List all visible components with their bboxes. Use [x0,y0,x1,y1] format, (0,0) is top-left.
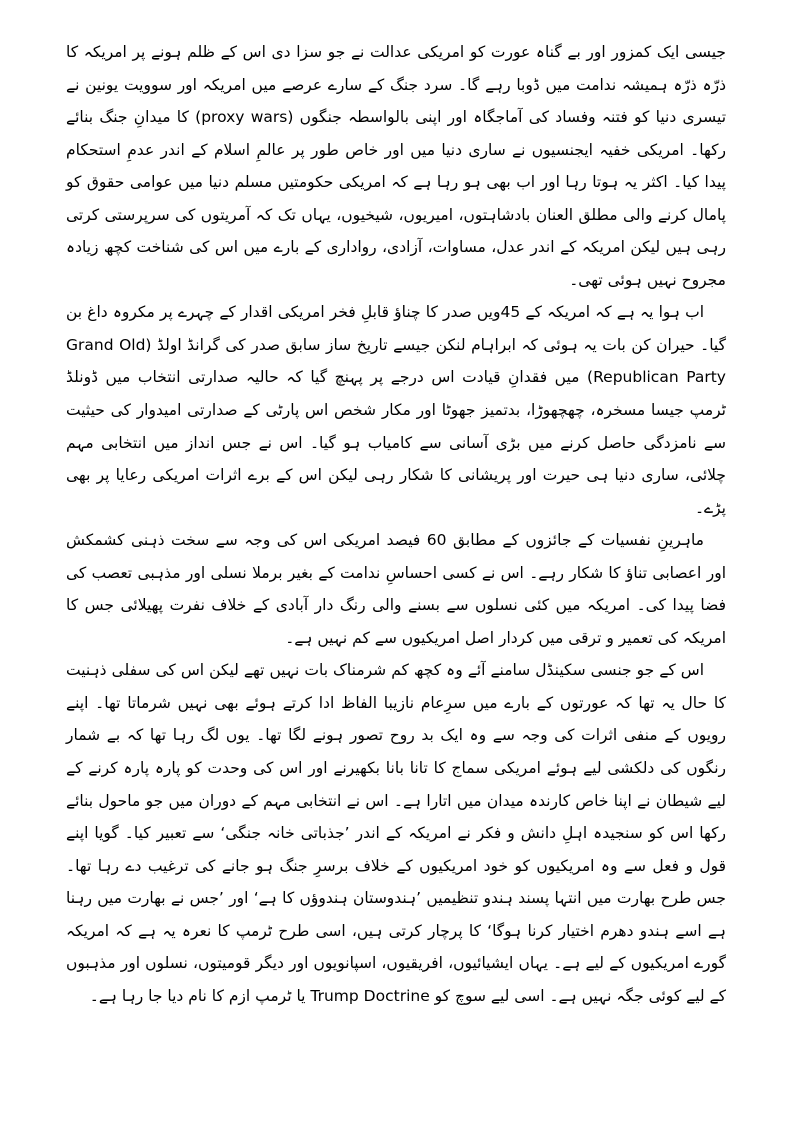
paragraph-4: اس کے جو جنسی سکینڈل سامنے آئے وہ کچھ کم شرمناک بات نہیں تھے لیکن اس کی سفلی ذہنیت کا حال یہ تھا کہ عورتوں کے بارے میں سرِعام نازیبا الفاظ ادا کرتے ہوئے بھی نہیں شرماتا تھا۔ اپنے رویوں کے منفی اثرات کی وجہ سے وہ ایک بد روح تصور ہونے لگا تھا۔ یوں لگ رہا تھا کہ بے شمار رنگوں کی دلکشی لیے ہوئے امریکی سماج کا تانا بانا بکھیرنے اور اس کی وحدت کو پارہ پارہ کرنے کے لیے شیطان نے اپنا خاص کارندہ میدان میں اتارا ہے۔ اس نے انتخابی مہم کے دوران میں جو ماحول بنائے رکھا اس کو سنجیدہ اہلِ دانش و فکر نے امریکہ کے اندر ’جذباتی خانہ جنگی‘ سے تعبیر کیا۔ گویا اپنے قول و فعل سے وہ امریکیوں کو خود امریکیوں کے خلاف برسرِ جنگ ہو جانے کی ترغیب دے رہا تھا۔ جس طرح بھارت میں انتہا پسند ہندو تنظیمیں ’ہندوستان ہندوؤں کا ہے‘ اور ’جس نے بھارت میں رہنا ہے اسے ہندو دھرم اختیار کرنا ہوگا‘ کا پرچار کرتی ہیں، اسی طرح ٹرمپ کا نعرہ یہ ہے کہ امریکہ گورے امریکیوں کے لیے ہے۔ یہاں ایشیائیوں، افریقیوں، اسپانویوں اور دیگر قومیتوں، نسلوں اور مذہبوں کے لیے کوئی جگہ نہیں ہے۔ اسی لیے سوچ کو Trump Doctrine یا ٹرمپ ازم کا نام دیا جا رہا ہے۔ [66,661,726,1005]
paragraph-3: ماہرینِ نفسیات کے جائزوں کے مطابق 60 فیصد امریکی اس کی وجہ سے سخت ذہنی کشمکش اور اعصابی تناؤ کا شکار رہے۔ اس نے کسی احساسِ ندامت کے بغیر برملا نسلی اور مذہبی تعصب کی فضا پیدا کی۔ امریکہ میں کئی نسلوں سے بسنے والی رنگ دار آبادی کے خلاف نفرت پھیلائی جس کا امریکہ کی تعمیر و ترقی میں کردار اصل امریکیوں سے کم نہیں ہے۔ [66,531,726,647]
paragraph-2: اب ہوا یہ ہے کہ امریکہ کے 45ویں صدر کا چناؤ قابلِ فخر امریکی اقدار کے چہرے پر مکروہ داغ بن گیا۔ حیران کن بات یہ ہوئی کہ ابراہام لنکن جیسے تاریخ ساز سابق صدر کی گرانڈ اولڈ (Grand Old Republican Party) میں فقدانِ قیادت اس درجے پر پہنچ گیا کہ حالیہ صدارتی انتخاب میں ڈونلڈ ٹرمپ جیسا مسخرہ، چھچھوڑا، بدتمیز جھوٹا اور مکار شخص اس پارٹی کے صدارتی امیدوار کی حیثیت سے نامزدگی حاصل کرنے میں بڑی آسانی سے کامیاب ہو گیا۔ اس نے جس انداز میں انتخابی مہم چلائی، ساری دنیا ہی حیرت اور پریشانی کا شکار رہی لیکن اس کے برے اثرات امریکی رعایا پر بھی پڑے۔ [66,303,726,517]
article-body [66,36,726,1012]
paragraph-1: جیسی ایک کمزور اور بے گناہ عورت کو امریکی عدالت نے جو سزا دی اس کے ظلم ہونے پر امریکہ کا ذرّہ ذرّہ ہمیشہ ندامت میں ڈوبا رہے گا۔ سرد جنگ کے سارے عرصے میں امریکہ اور سوویت یونین نے تیسری دنیا کو فتنہ وفساد کی آماجگاہ اور اپنی بالواسطہ جنگوں (proxy wars) کا میدانِ جنگ بنائے رکھا۔ امریکی خفیہ ایجنسیوں نے ساری دنیا میں اور خاص طور پر عالمِ اسلام کے اندر عدمِ استحکام پیدا کیا۔ اکثر یہ ہوتا رہا اور اب بھی ہو رہا ہے کہ امریکی حکومتیں مسلم دنیا میں عوامی حقوق کو پامال کرنے والی مطلق العنان بادشاہتوں، امیریوں، شیخیوں، یہاں تک کہ آمریتوں کی سرپرستی کرتی رہی ہیں لیکن امریکہ کے اندر عدل، مساوات، آزادی، رواداری کے بارے میں اس کی شناخت کچھ زیادہ مجروح نہیں ہوئی تھی۔ [66,43,727,289]
